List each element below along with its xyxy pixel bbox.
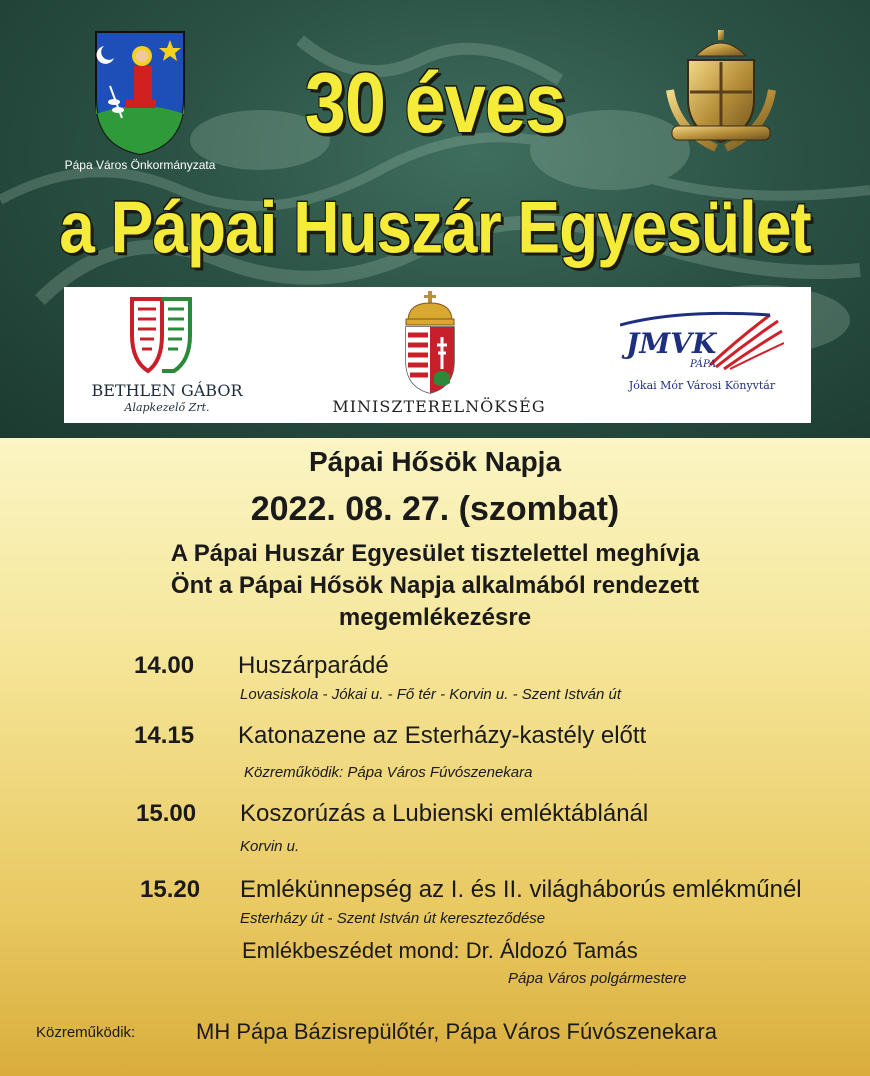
program-title: Katonazene az Esterházy-kastély előtt	[238, 722, 647, 749]
invitation-body	[0, 438, 870, 1076]
invitation-line-2: Önt a Pápai Hősök Napja alkalmából rendezett	[170, 572, 700, 599]
city-council-label: Pápa Város Önkormányzata	[64, 158, 216, 172]
jmvk-mark: JMVK	[626, 327, 717, 360]
speech-speaker: Emlékbeszédet mond: Dr. Áldozó Tamás	[242, 938, 638, 963]
invitation-line-3: megemlékezésre	[338, 604, 532, 631]
ministry-name: MINISZTERELNÖKSÉG	[332, 397, 546, 416]
header-banner	[0, 0, 870, 438]
invitation-line-1: A Pápai Huszár Egyesület tisztelettel meghívja	[170, 540, 700, 567]
event-name: Pápai Hősök Napja	[308, 446, 562, 477]
program-title: Huszárparádé	[238, 652, 389, 679]
bethlen-gabor-logo-icon	[128, 295, 194, 377]
program-detail: Közreműködik: Pápa Város Fúvószenekara	[244, 764, 533, 781]
program-time: 15.00	[136, 800, 197, 827]
program-time: 14.00	[134, 652, 195, 679]
footer-label: Közreműködik:	[36, 1024, 136, 1041]
jmvk-library-name: Jókai Mór Városi Könyvtár	[628, 379, 776, 392]
program-detail: Esterházy út - Szent István út kereszteződése	[240, 910, 546, 927]
bethlen-gabor-subtitle: Alapkezelő Zrt.	[124, 401, 210, 414]
jmvk-city: PÁPA	[690, 359, 717, 370]
program-detail: Korvin u.	[240, 838, 300, 855]
association-title: a Pápai Huszár Egyesület	[59, 185, 811, 269]
event-date: 2022. 08. 27. (szombat)	[250, 490, 620, 528]
speech-speaker-role: Pápa Város polgármestere	[508, 970, 687, 987]
jmvk-library-logo-icon	[620, 309, 784, 371]
bethlen-gabor-name: BETHLEN GÁBOR	[91, 381, 243, 400]
program-detail: Lovasiskola - Jókai u. - Fő tér - Korvin u. - Szent István út	[240, 686, 621, 703]
sponsor-logos-panel	[64, 287, 811, 423]
footer-contributors: MH Pápa Bázisrepülőtér, Pápa Város Fúvószenekara	[196, 1019, 717, 1044]
program-time: 15.20	[140, 876, 201, 903]
hungarian-coat-of-arms-icon	[400, 291, 460, 395]
program-title: Koszorúzás a Lubienski emléktáblánál	[240, 800, 649, 827]
program-time: 14.15	[134, 722, 195, 749]
program-title: Emlékünnepség az I. és II. világháborús emlékműnél	[240, 876, 802, 903]
anniversary-title: 30 éves	[304, 54, 566, 151]
